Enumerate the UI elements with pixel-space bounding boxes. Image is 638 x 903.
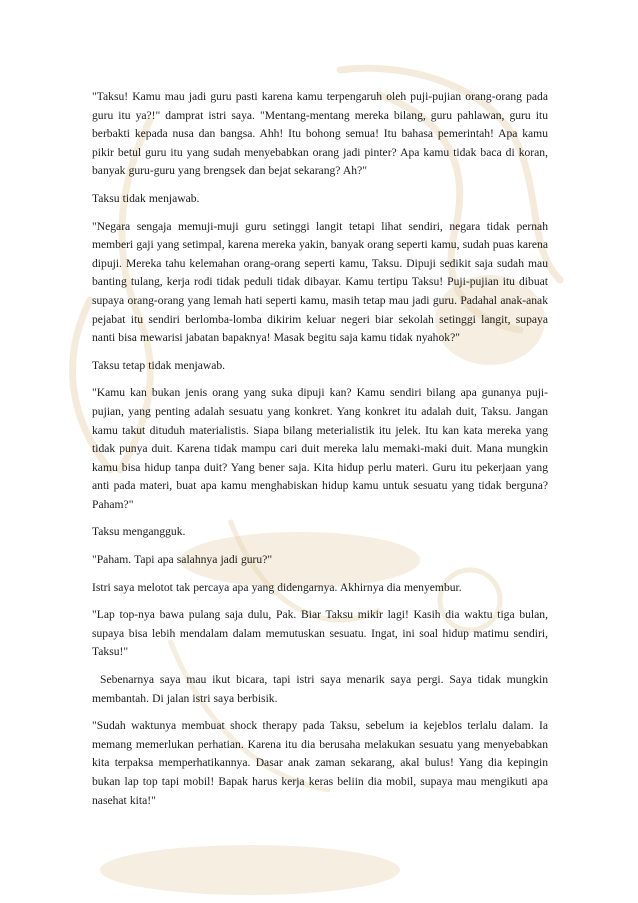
paragraph: "Kamu kan bukan jenis orang yang suka dipuji kan? Kamu sendiri bilang apa gunanya puji-pujian, yang penting adalah sesuatu yang konkret. Yang konkret itu adalah duit, Taksu. Jangan kamu takut dituduh materialistis. Siapa bilang meterialistik itu jelek. Itu kan kata mereka yang tidak punya duit. Karena tidak mampu cari duit mereka lalu memaki-maki duit. Mana mungkin kamu bisa hidup tanpa duit? Yang bener saja. Kita hidup perlu materi. Guru itu pekerjaan yang anti pada materi, buat apa kamu menghabiskan hidup kamu untuk sesuatu yang tidak berguna? Paham?" [92,386,548,511]
paragraph: "Taksu! Kamu mau jadi guru pasti karena kamu terpengaruh oleh puji-pujian orang-orang pada guru itu ya?!" damprat istri saya. "Mentang-mentang mereka bilang, guru pahlawan, guru itu berbakti kepada nusa dan bangsa. Ahh! Itu bohong semua! Itu bahasa pemerintah! Apa kamu pikir betul guru itu yang sudah menyebabkan orang jadi pinter? Apa kamu tidak baca di koran, banyak guru-guru yang brengsek dan bejat sekarang? Ah?" [92,90,548,178]
paragraph: Taksu mengangguk. [92,525,186,539]
document-body [92,88,548,819]
paragraph: "Paham. Tapi apa salahnya jadi guru?" [92,553,273,567]
paragraph: Sebenarnya saya mau ikut bicara, tapi istri saya menarik saya pergi. Saya tidak mungkin membantah. Di jalan istri saya berbisik. [92,673,548,705]
paragraph: "Lap top-nya bawa pulang saja dulu, Pak. Biar Taksu mikir lagi! Kasih dia waktu tiga bulan, supaya bisa lebih mendalam dalam memutuskan sesuatu. Ingat, ini soal hidup matimu sendiri, Taksu!" [92,608,548,659]
paragraph: "Sudah waktunya membuat shock therapy pada Taksu, sebelum ia kejeblos terlalu dalam. Ia memang memerlukan perhatian. Karena itu dia berusaha melakukan sesuatu yang menyebabkan kita terpaksa memperhatikannya. Dasar anak zaman sekarang, akal bulus! Yang dia kepingin bukan lap top tapi mobil! Bapak harus kerja keras beliin dia mobil, supaya mau mengikuti apa nasehat kita!" [92,719,548,807]
paragraph: Taksu tetap tidak menjawab. [92,358,226,372]
paragraph: "Negara sengaja memuji-muji guru setinggi langit tetapi lihat sendiri, negara tidak pernah memberi gaji yang setimpal, karena mereka yakin, banyak orang seperti kamu, sudah puas karena dipuji. Mereka tahu kelemahan orang-orang seperti kamu, Taksu. Dipuji sedikit saja sudah mau banting tulang, kerja rodi tidak peduli tidak dibayar. Kamu tertipu Taksu! Puji-pujian itu dibuat supaya orang-orang yang lemah hati seperti kamu, masih tetap mau jadi guru. Padahal anak-anak pejabat itu sendiri berlomba-lomba dikirim keluar negeri biar sekolah setinggi langit, supaya nanti bisa mewarisi jabatan bapaknya! Masak begitu saja kamu tidak nyahok?" [92,219,548,345]
paragraph: Taksu tidak menjawab. [92,191,200,205]
paragraph: Istri saya melotot tak percaya apa yang didengarnya. Akhirnya dia menyembur. [92,580,462,594]
